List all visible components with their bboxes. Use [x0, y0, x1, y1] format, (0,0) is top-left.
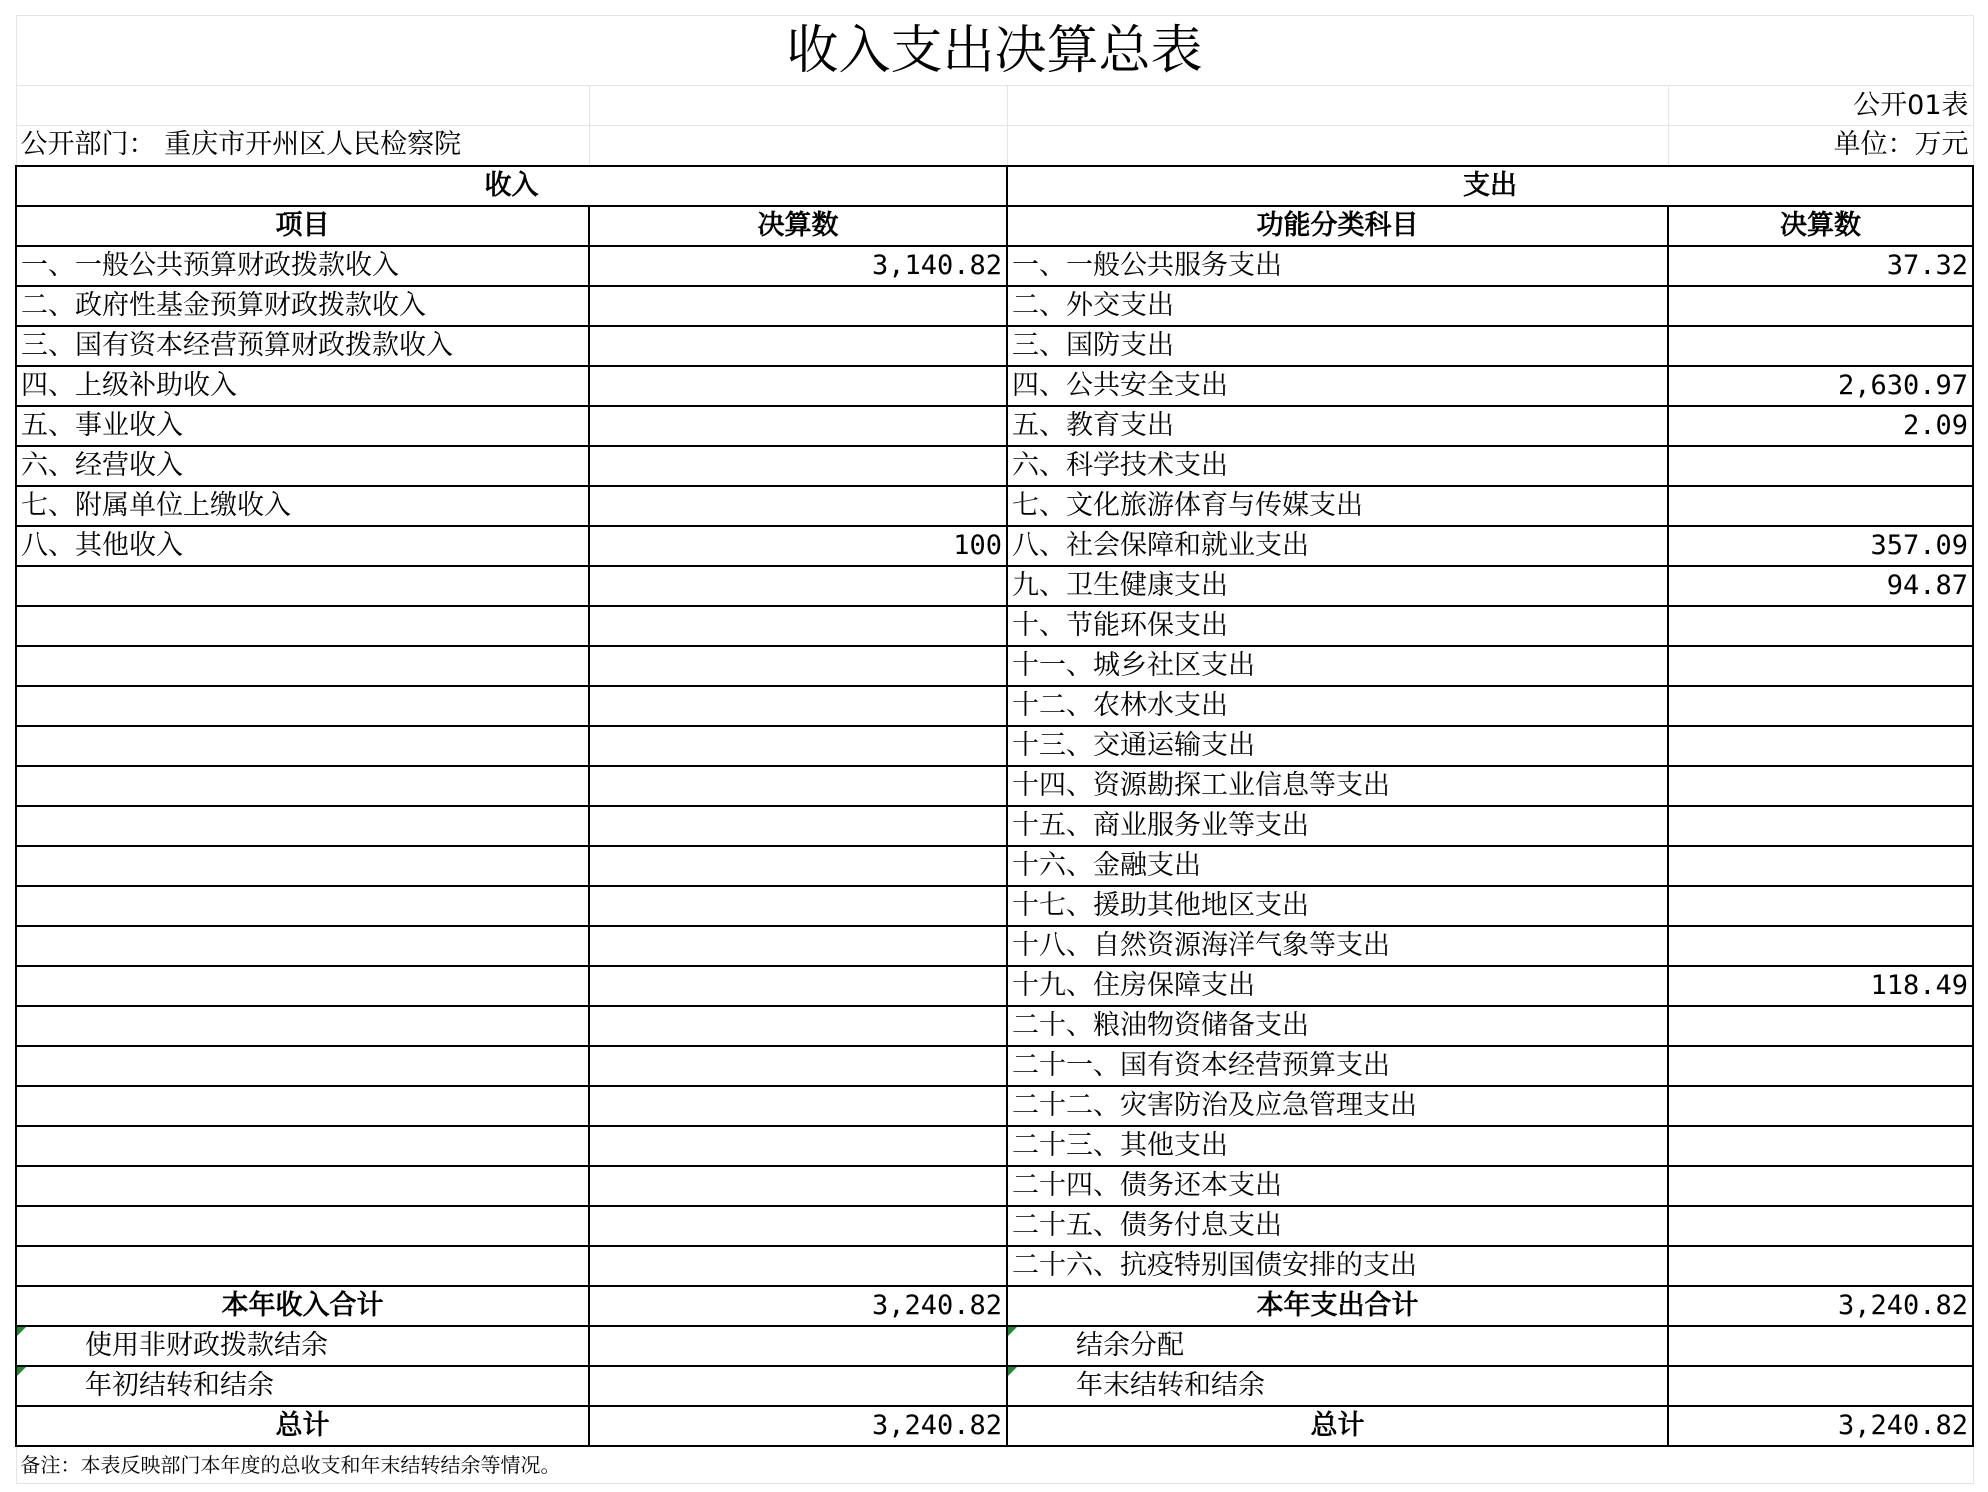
expense-amount-cell [1668, 726, 1973, 766]
expense-item-cell: 二十二、灾害防治及应急管理支出 [1007, 1086, 1668, 1126]
income-amount-cell [589, 1246, 1007, 1286]
income-subtotal-label: 本年收入合计 [16, 1286, 589, 1326]
expense-subtotal-label: 本年支出合计 [1007, 1286, 1668, 1326]
income-amount-cell [589, 566, 1007, 606]
income-amount-cell: 100 [589, 526, 1007, 566]
expense-carryover-amount [1668, 1366, 1973, 1406]
expense-total-amount: 3,240.82 [1668, 1406, 1973, 1446]
income-item-cell: 二、政府性基金预算财政拨款收入 [16, 286, 589, 326]
income-item-cell [16, 1006, 589, 1046]
income-item-cell: 三、国有资本经营预算财政拨款收入 [16, 326, 589, 366]
expense-amount-cell: 37.32 [1668, 246, 1973, 286]
expense-amount-cell: 118.49 [1668, 966, 1973, 1006]
expense-amount-cell [1668, 1206, 1973, 1246]
income-amount-cell [589, 486, 1007, 526]
expense-item-cell: 五、教育支出 [1007, 406, 1668, 446]
expense-amount-cell [1668, 446, 1973, 486]
expense-item-cell: 十五、商业服务业等支出 [1007, 806, 1668, 846]
income-item-cell [16, 1166, 589, 1206]
table-row [16, 246, 1973, 286]
income-amount-cell [589, 806, 1007, 846]
income-total-label: 总计 [16, 1406, 589, 1446]
expense-item-cell: 十四、资源勘探工业信息等支出 [1007, 766, 1668, 806]
income-item-cell [16, 766, 589, 806]
income-amount-cell [589, 886, 1007, 926]
income-amount-cell [589, 1046, 1007, 1086]
cell-marker-icon [1008, 1327, 1017, 1336]
table-row [16, 1046, 1973, 1086]
income-subtotal-amount: 3,240.82 [589, 1286, 1007, 1326]
expense-item-cell: 十六、金融支出 [1007, 846, 1668, 886]
income-item-cell: 七、附属单位上缴收入 [16, 486, 589, 526]
table-row [16, 406, 1973, 446]
table-row [16, 1086, 1973, 1126]
income-amount-header: 决算数 [589, 206, 1007, 246]
expense-amount-cell: 357.09 [1668, 526, 1973, 566]
income-amount-cell [589, 1006, 1007, 1046]
income-item-cell [16, 566, 589, 606]
table-row [16, 686, 1973, 726]
table-row [16, 486, 1973, 526]
income-item-cell: 五、事业收入 [16, 406, 589, 446]
table-row [16, 646, 1973, 686]
expense-item-cell: 二十六、抗疫特别国债安排的支出 [1007, 1246, 1668, 1286]
carryover-row [16, 1366, 1973, 1406]
income-amount-cell [589, 1206, 1007, 1246]
income-amount-cell [589, 326, 1007, 366]
income-item-cell [16, 886, 589, 926]
income-amount-cell [589, 446, 1007, 486]
expense-item-cell: 二十四、债务还本支出 [1007, 1166, 1668, 1206]
expense-amount-cell [1668, 486, 1973, 526]
expense-item-cell: 二十五、债务付息支出 [1007, 1206, 1668, 1246]
form-code: 公开01表 [1668, 86, 1973, 126]
income-amount-cell [589, 646, 1007, 686]
expense-carryover-amount [1668, 1326, 1973, 1366]
expense-item-cell: 八、社会保障和就业支出 [1007, 526, 1668, 566]
table-row [16, 726, 1973, 766]
expense-item-cell: 六、科学技术支出 [1007, 446, 1668, 486]
expense-amount-cell [1668, 326, 1973, 366]
table-row [16, 806, 1973, 846]
table-row [16, 926, 1973, 966]
subtotal-row [16, 1286, 1973, 1326]
expense-amount-cell [1668, 1006, 1973, 1046]
expense-item-cell: 十三、交通运输支出 [1007, 726, 1668, 766]
table-row [16, 526, 1973, 566]
expense-item-cell: 二十三、其他支出 [1007, 1126, 1668, 1166]
table-row [16, 766, 1973, 806]
income-item-cell: 四、上级补助收入 [16, 366, 589, 406]
table-row [16, 966, 1973, 1006]
expense-total-label: 总计 [1007, 1406, 1668, 1446]
expense-amount-cell [1668, 1086, 1973, 1126]
table-row [16, 326, 1973, 366]
income-amount-cell [589, 726, 1007, 766]
expense-amount-cell [1668, 766, 1973, 806]
unit-label: 单位：万元 [1668, 126, 1973, 166]
expense-carryover-item [1007, 1366, 1668, 1406]
spreadsheet [15, 15, 1972, 1484]
expense-amount-cell [1668, 686, 1973, 726]
income-amount-cell [589, 966, 1007, 1006]
income-item-cell [16, 1086, 589, 1126]
income-item-cell [16, 846, 589, 886]
income-amount-cell [589, 846, 1007, 886]
expense-item-cell: 四、公共安全支出 [1007, 366, 1668, 406]
table-row [16, 606, 1973, 646]
income-carryover-item-text: 年初结转和结余 [85, 1369, 274, 1401]
table-row [16, 1126, 1973, 1166]
expense-item-cell: 二十、粮油物资储备支出 [1007, 1006, 1668, 1046]
income-total-amount: 3,240.82 [589, 1406, 1007, 1446]
table-row [16, 1166, 1973, 1206]
expense-carryover-item-text: 年末结转和结余 [1076, 1369, 1265, 1401]
table-row [16, 1246, 1973, 1286]
expense-amount-header: 决算数 [1668, 206, 1973, 246]
expense-amount-cell: 2.09 [1668, 406, 1973, 446]
cell-marker-icon [17, 1367, 26, 1376]
income-section-header: 收入 [16, 166, 1007, 206]
expense-amount-cell [1668, 886, 1973, 926]
expense-amount-cell [1668, 846, 1973, 886]
income-item-cell: 六、经营收入 [16, 446, 589, 486]
expense-amount-cell [1668, 806, 1973, 846]
expense-item-cell: 七、文化旅游体育与传媒支出 [1007, 486, 1668, 526]
total-row [16, 1406, 1973, 1446]
income-amount-cell [589, 686, 1007, 726]
income-item-header: 项目 [16, 206, 589, 246]
income-amount-cell [589, 1166, 1007, 1206]
table-row [16, 886, 1973, 926]
income-amount-cell [589, 606, 1007, 646]
expense-item-cell: 十二、农林水支出 [1007, 686, 1668, 726]
income-carryover-item-text: 使用非财政拨款结余 [85, 1329, 328, 1361]
expense-item-cell: 十一、城乡社区支出 [1007, 646, 1668, 686]
income-item-cell [16, 686, 589, 726]
expense-amount-cell [1668, 646, 1973, 686]
income-item-cell [16, 726, 589, 766]
income-amount-cell [589, 766, 1007, 806]
table-row [16, 1006, 1973, 1046]
expense-amount-cell: 94.87 [1668, 566, 1973, 606]
income-item-cell [16, 1126, 589, 1166]
footnote: 备注：本表反映部门本年度的总收支和年末结转结余等情况。 [16, 1446, 1973, 1484]
expense-section-header: 支出 [1007, 166, 1973, 206]
income-carryover-amount [589, 1366, 1007, 1406]
expense-amount-cell [1668, 926, 1973, 966]
table-row [16, 286, 1973, 326]
income-carryover-item [16, 1326, 589, 1366]
expense-subtotal-amount: 3,240.82 [1668, 1286, 1973, 1326]
income-item-cell: 八、其他收入 [16, 526, 589, 566]
expense-item-cell: 三、国防支出 [1007, 326, 1668, 366]
table-row [16, 846, 1973, 886]
income-item-cell [16, 1206, 589, 1246]
expense-item-cell: 十九、住房保障支出 [1007, 966, 1668, 1006]
expense-item-cell: 二十一、国有资本经营预算支出 [1007, 1046, 1668, 1086]
income-carryover-item [16, 1366, 589, 1406]
income-amount-cell [589, 286, 1007, 326]
income-amount-cell: 3,140.82 [589, 246, 1007, 286]
cell-marker-icon [1008, 1367, 1017, 1376]
income-amount-cell [589, 1126, 1007, 1166]
expense-carryover-item [1007, 1326, 1668, 1366]
income-item-cell [16, 606, 589, 646]
income-item-cell [16, 806, 589, 846]
expense-category-header: 功能分类科目 [1007, 206, 1668, 246]
income-amount-cell [589, 366, 1007, 406]
expense-carryover-item-text: 结余分配 [1076, 1329, 1184, 1361]
expense-item-cell: 一、一般公共服务支出 [1007, 246, 1668, 286]
carryover-row [16, 1326, 1973, 1366]
income-item-cell [16, 646, 589, 686]
expense-item-cell: 九、卫生健康支出 [1007, 566, 1668, 606]
income-item-cell [16, 1246, 589, 1286]
expense-amount-cell [1668, 1046, 1973, 1086]
expense-amount-cell [1668, 1166, 1973, 1206]
expense-amount-cell: 2,630.97 [1668, 366, 1973, 406]
table-row [16, 1206, 1973, 1246]
income-carryover-amount [589, 1326, 1007, 1366]
cell-marker-icon [17, 1327, 26, 1336]
expense-amount-cell [1668, 286, 1973, 326]
expense-item-cell: 十七、援助其他地区支出 [1007, 886, 1668, 926]
expense-amount-cell [1668, 1246, 1973, 1286]
income-amount-cell [589, 1086, 1007, 1126]
income-item-cell [16, 966, 589, 1006]
income-amount-cell [589, 406, 1007, 446]
page-title: 收入支出决算总表 [16, 16, 1973, 86]
table-row [16, 446, 1973, 486]
income-item-cell [16, 1046, 589, 1086]
department-label: 公开部门： 重庆市开州区人民检察院 [16, 126, 589, 166]
income-amount-cell [589, 926, 1007, 966]
final-accounts-table [15, 15, 1974, 1484]
expense-item-cell: 十、节能环保支出 [1007, 606, 1668, 646]
expense-amount-cell [1668, 1126, 1973, 1166]
income-item-cell: 一、一般公共预算财政拨款收入 [16, 246, 589, 286]
income-item-cell [16, 926, 589, 966]
table-row [16, 566, 1973, 606]
expense-amount-cell [1668, 606, 1973, 646]
expense-item-cell: 十八、自然资源海洋气象等支出 [1007, 926, 1668, 966]
table-row [16, 366, 1973, 406]
expense-item-cell: 二、外交支出 [1007, 286, 1668, 326]
